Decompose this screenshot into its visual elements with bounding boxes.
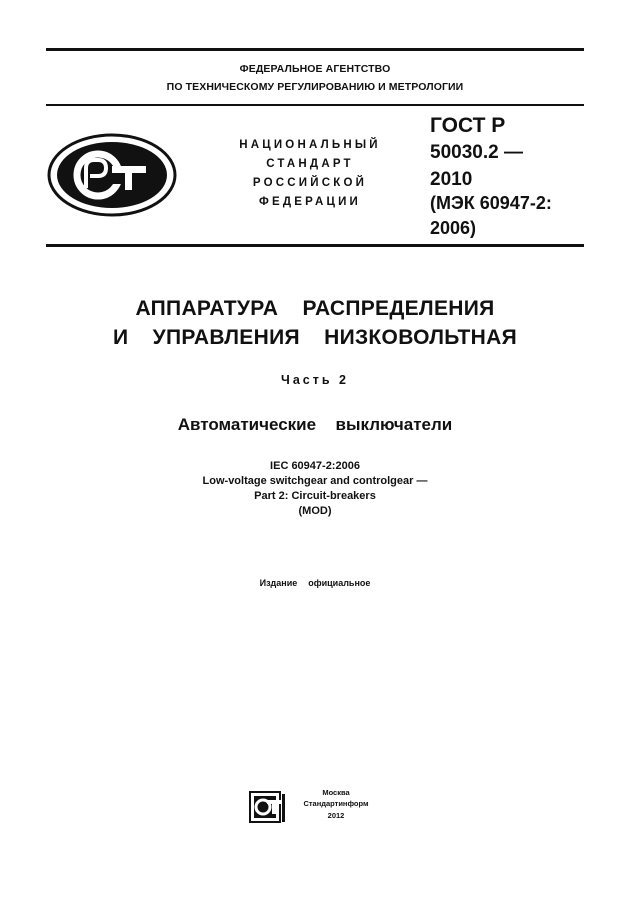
publisher-city: Москва [322, 788, 350, 797]
agency-line-1: ФЕДЕРАЛЬНОЕ АГЕНТСТВО [239, 63, 391, 75]
gost-title: ГОСТ Р [430, 114, 506, 137]
header-bottom-rule [46, 244, 584, 247]
standard-type-line-4: ФЕДЕРАЦИИ [258, 196, 362, 208]
gost-iec-ref-1: (МЭК 60947-2: [430, 193, 552, 213]
gost-number: 50030.2 — [430, 142, 523, 163]
iec-reference-line-4: (MOD) [298, 505, 332, 517]
publication-year: 2012 [327, 811, 345, 820]
edition-label: Издание официальное [259, 578, 371, 588]
gost-year: 2010 [430, 169, 473, 190]
part-label: Часть 2 [281, 373, 349, 387]
document-subtitle: Автоматические выключатели [177, 415, 453, 434]
document-title-line-2: И УПРАВЛЕНИЯ НИЗКОВОЛЬТНАЯ [112, 326, 518, 349]
gost-iec-ref-2: 2006) [430, 218, 477, 238]
standard-type-line-2: СТАНДАРТ [266, 158, 354, 170]
iec-reference-line-3: Part 2: Circuit-breakers [254, 490, 376, 502]
iec-reference-line-2: Low-voltage switchgear and controlgear — [202, 475, 428, 487]
top-rule [46, 48, 584, 51]
header-divider [46, 104, 584, 106]
standartinform-logo-icon [248, 788, 288, 826]
document-title-line-1: АППАРАТУРА РАСПРЕДЕЛЕНИЯ [135, 297, 495, 320]
publisher-name: Стандартинформ [303, 799, 369, 808]
standard-type-line-1: НАЦИОНАЛЬНЫЙ [239, 139, 381, 151]
rst-logo-icon [46, 132, 178, 218]
standard-type-line-3: РОССИЙСКОЙ [252, 177, 368, 189]
iec-reference-line-1: IEC 60947-2:2006 [270, 460, 360, 472]
agency-line-2: ПО ТЕХНИЧЕСКОМУ РЕГУЛИРОВАНИЮ И МЕТРОЛОГИИ [166, 81, 464, 93]
